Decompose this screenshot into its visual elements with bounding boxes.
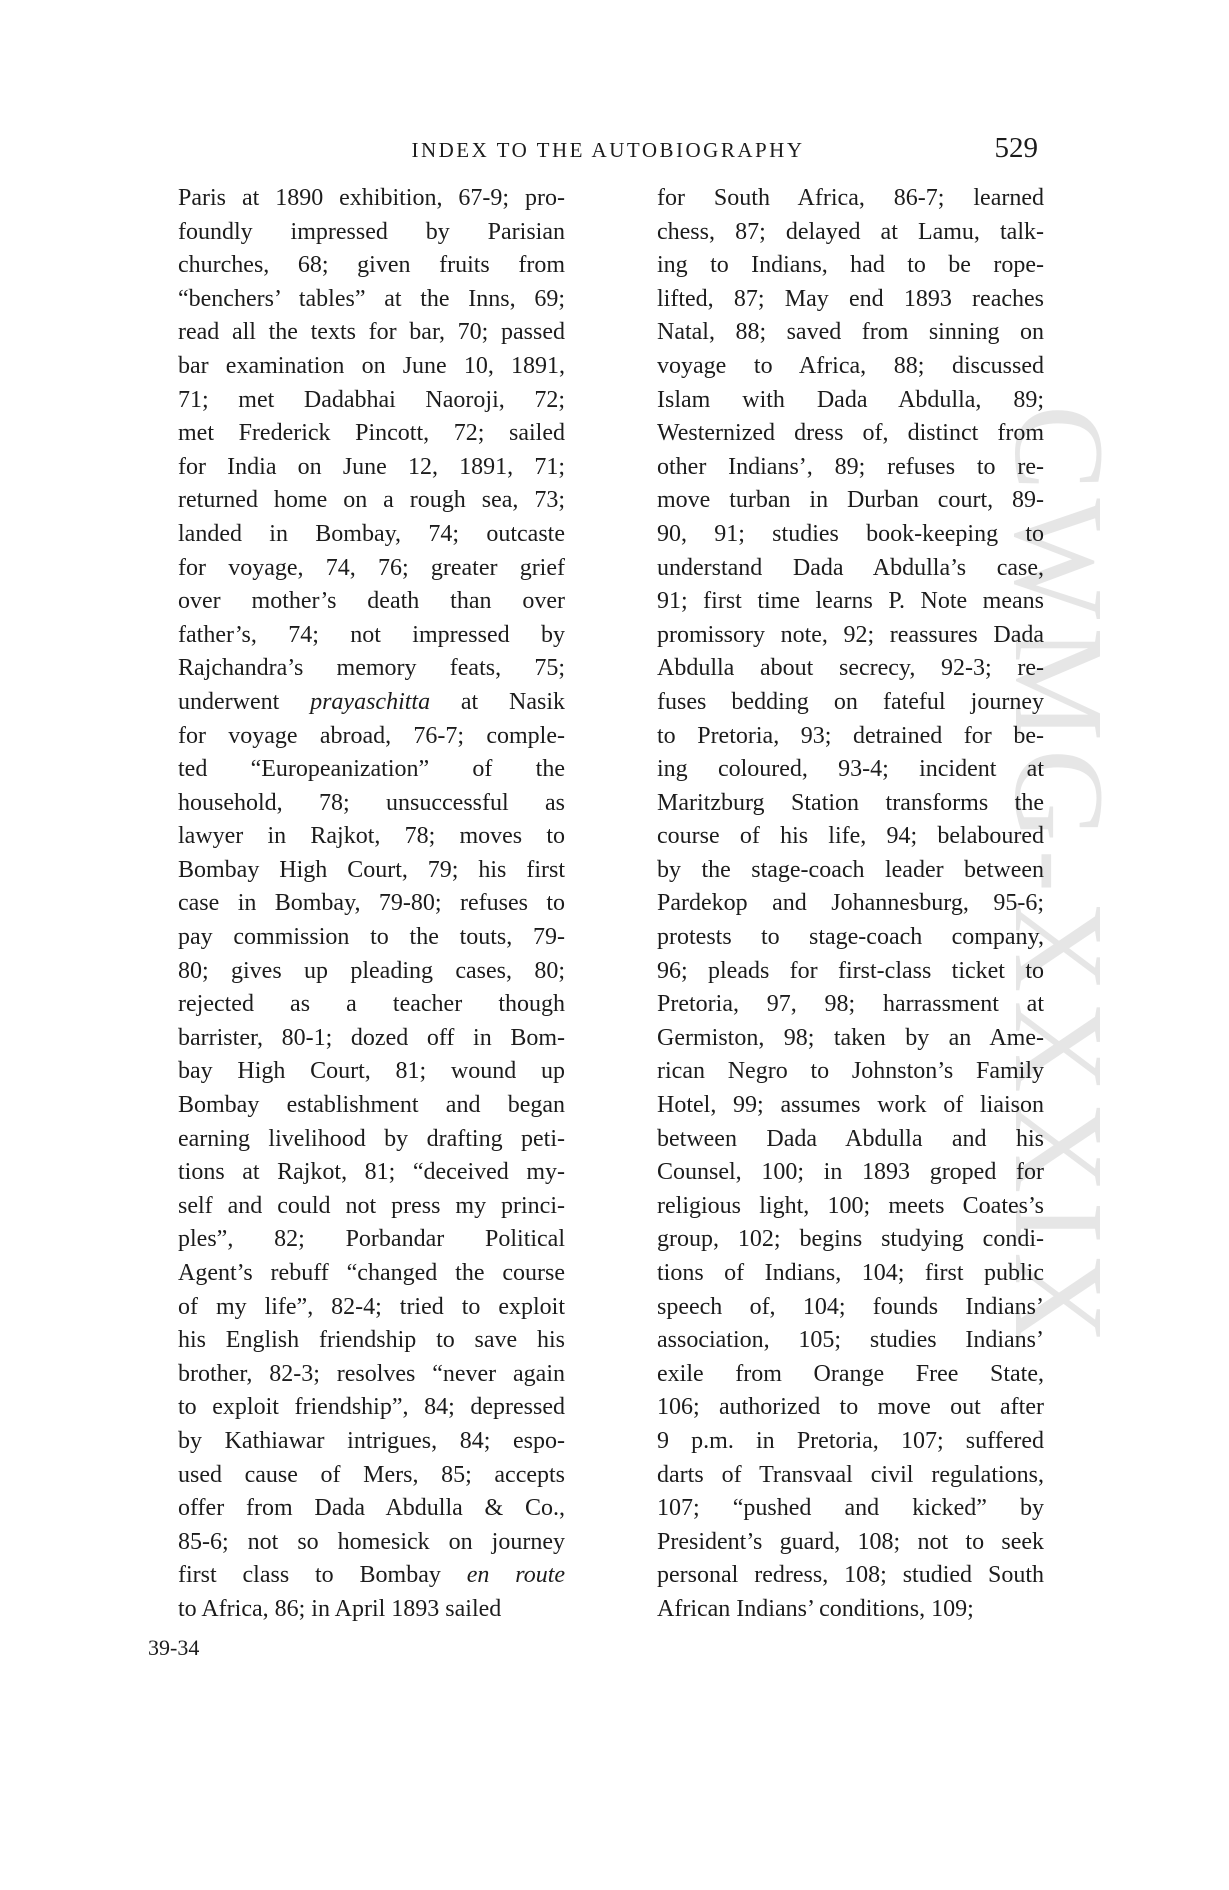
index-line: 85-6; not so homesick on journey [178,1528,565,1555]
index-line: for South Africa, 86-7; learned [657,185,1044,211]
index-line: tions of Indians, 104; first public [657,1260,1044,1286]
index-line: “benchers’ tables” at the Inns, 69; [178,285,565,312]
index-line: religious light, 100; meets Coates’s [657,1192,1044,1219]
index-line: bay High Court, 81; wound up [178,1058,565,1085]
running-head [178,132,1038,172]
index-line: rican Negro to Johnston’s Family [657,1058,1044,1085]
index-line: darts of Transvaal civil regulations, [657,1461,1044,1488]
index-line: by the stage-coach leader between [657,856,1044,883]
index-line: earning livelihood by drafting peti- [178,1125,565,1152]
index-line: to exploit friendship”, 84; depressed [178,1394,565,1421]
index-line: 106; authorized to move out after [657,1394,1044,1421]
index-line: personal redress, 108; studied South [657,1562,1044,1589]
index-line: Maritzburg Station transforms the [657,789,1044,816]
index-line: for voyage, 74, 76; greater grief [178,554,565,581]
index-line: speech of, 104; founds Indians’ [657,1293,1044,1320]
index-line: underwent prayaschitta at Nasik [178,688,565,715]
index-line: Westernized dress of, distinct from [657,420,1044,447]
index-line: ing to Indians, had to be rope- [657,252,1044,279]
index-line: by Kathiawar intrigues, 84; espo- [178,1427,565,1454]
index-line: other Indians’, 89; refuses to re- [657,453,1044,480]
index-line: churches, 68; given fruits from [178,252,565,279]
running-title: INDEX TO THE AUTOBIOGRAPHY [411,138,805,162]
index-line: Natal, 88; saved from sinning on [657,319,1044,346]
index-line: used cause of Mers, 85; accepts [178,1461,565,1488]
index-line: returned home on a rough sea, 73; [178,487,565,514]
index-line: Pardekop and Johannesburg, 95-6; [657,890,1044,917]
index-line: his English friendship to save his [178,1327,565,1354]
index-line: Hotel, 99; assumes work of liaison [657,1092,1044,1119]
index-line: over mother’s death than over [178,588,565,615]
index-line: rejected as a teacher though [178,991,565,1018]
index-line: first class to Bombay en route [178,1562,566,1589]
index-line: offer from Dada Abdulla & Co., [178,1495,565,1522]
index-line: Pretoria, 97, 98; harrassment at [657,991,1044,1018]
index-line: bar examination on June 10, 1891, [178,352,565,379]
index-line: to Pretoria, 93; detrained for be- [657,722,1044,749]
index-line: brother, 82-3; resolves “never again [178,1360,565,1387]
index-line: landed in Bombay, 74; outcaste [178,520,565,547]
index-line: lifted, 87; May end 1893 reaches [657,285,1044,312]
index-line: African Indians’ conditions, 109; [657,1595,974,1622]
index-line: ted “Europeanization” of the [178,756,565,783]
index-line: Bombay establishment and began [178,1092,565,1119]
index-line: Paris at 1890 exhibition, 67-9; pro- [178,185,565,211]
index-line: of my life”, 82-4; tried to exploit [178,1293,565,1320]
index-line: course of his life, 94; belaboured [657,823,1044,850]
index-line: 107; “pushed and kicked” by [657,1495,1044,1522]
index-line: chess, 87; delayed at Lamu, talk- [657,218,1044,245]
index-line: 90, 91; studies book-keeping to [657,520,1044,547]
index-line: President’s guard, 108; not to seek [657,1528,1044,1555]
index-line: Bombay High Court, 79; his first [178,856,565,883]
index-line: pay commission to the touts, 79- [178,924,565,951]
index-line: 80; gives up pleading cases, 80; [178,957,565,984]
index-line: Agent’s rebuff “changed the course [178,1260,565,1286]
printer-signature: 39-34 [148,1635,200,1660]
index-line: understand Dada Abdulla’s case, [657,554,1044,581]
index-line: group, 102; begins studying condi- [657,1226,1044,1253]
index-line: tions at Rajkot, 81; “deceived my- [178,1159,565,1186]
index-line: ing coloured, 93-4; incident at [657,756,1044,783]
index-line: household, 78; unsuccessful as [178,789,565,816]
index-line: Abdulla about secrecy, 92-3; re- [657,655,1044,682]
index-column-left [178,182,565,1627]
index-line: father’s, 74; not impressed by [178,621,565,648]
index-line: Counsel, 100; in 1893 groped for [657,1159,1044,1186]
index-column-right [657,182,1044,1627]
index-line: between Dada Abdulla and his [657,1125,1044,1152]
index-line: exile from Orange Free State, [657,1360,1044,1387]
index-line: fuses bedding on fateful journey [657,688,1044,715]
index-line: for voyage abroad, 76-7; comple- [178,722,565,749]
index-line: association, 105; studies Indians’ [657,1327,1044,1354]
index-line: 9 p.m. in Pretoria, 107; suffered [657,1427,1044,1454]
index-line: protests to stage-coach company, [657,924,1044,951]
index-line: 71; met Dadabhai Naoroji, 72; [178,386,565,413]
index-line: self and could not press my princi- [178,1192,565,1219]
index-line: ples”, 82; Porbandar Political [178,1226,565,1253]
index-line: Rajchandra’s memory feats, 75; [178,655,565,682]
index-line: voyage to Africa, 88; discussed [657,352,1044,379]
index-line: promissory note, 92; reassures Dada [657,621,1044,648]
watermark-text: CWMG-XXXIX [988,405,1130,1353]
index-line: Germiston, 98; taken by an Ame- [657,1024,1044,1051]
index-line: move turban in Durban court, 89- [657,487,1044,514]
index-line: Islam with Dada Abdulla, 89; [657,386,1044,413]
index-line: barrister, 80-1; dozed off in Bom- [178,1024,565,1051]
page-number: 529 [994,132,1038,164]
index-line: read all the texts for bar, 70; passed [178,319,565,346]
index-line: case in Bombay, 79-80; refuses to [178,890,565,917]
index-line: 96; pleads for first-class ticket to [657,957,1044,984]
index-line: to Africa, 86; in April 1893 sailed [178,1595,502,1622]
index-line: 91; first time learns P. Note means [657,588,1044,615]
index-line: lawyer in Rajkot, 78; moves to [178,823,565,850]
index-line: met Frederick Pincott, 72; sailed [178,420,565,447]
index-line: for India on June 12, 1891, 71; [178,453,565,480]
index-line: foundly impressed by Parisian [178,218,565,245]
